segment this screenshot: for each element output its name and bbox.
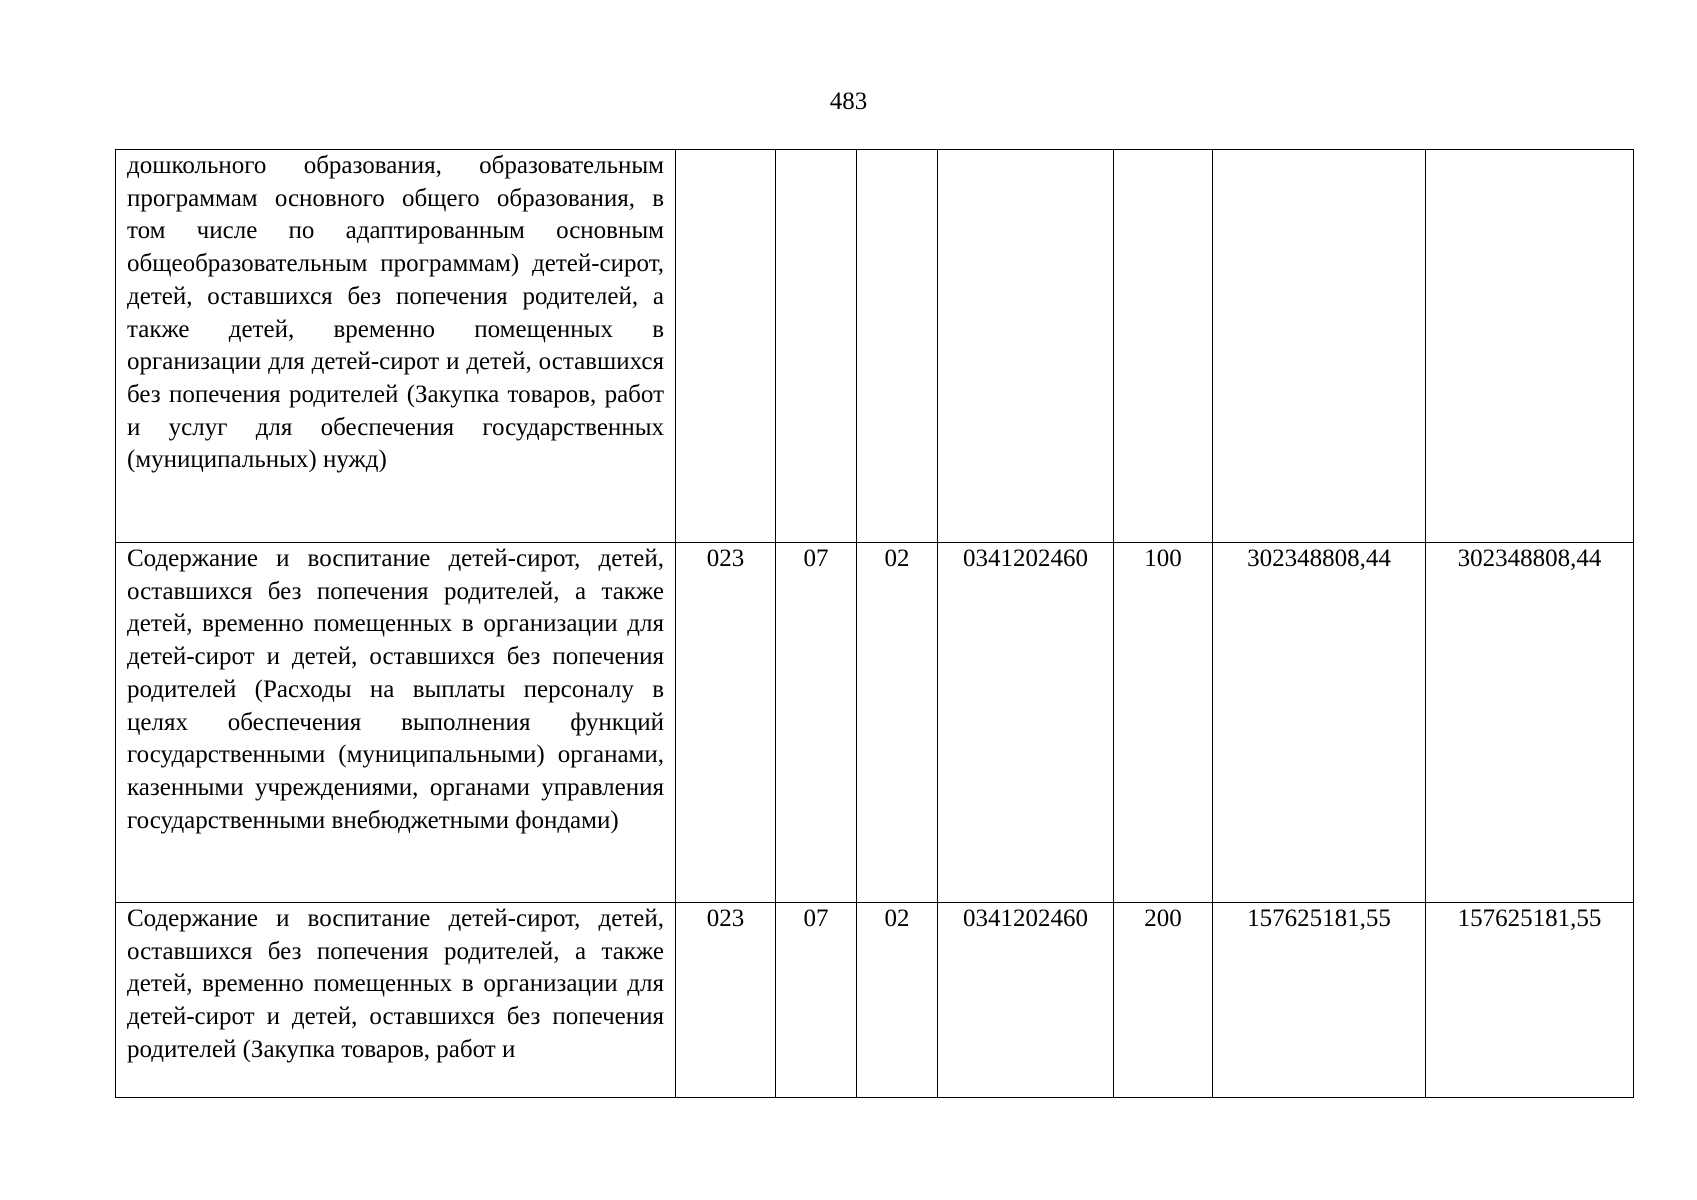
target-article-cell: 0341202460 — [938, 543, 1114, 903]
table-row — [116, 543, 1634, 903]
amount-cell: 302348808,44 — [1213, 543, 1426, 903]
expense-type-cell: 100 — [1114, 543, 1213, 903]
row-description: Содержание и воспитание детей-сирот, детей, оставшихся без попечения родителей, а также детей, временно помещенных в организации для детей-сирот и детей, оставшихся без попечения родителей (Закупка товаров, работ и — [116, 903, 676, 1098]
ministry-code-cell: 023 — [676, 543, 776, 903]
amount-cell: 157625181,55 — [1426, 903, 1634, 1098]
ministry-code-cell — [676, 150, 776, 543]
expense-type-cell: 200 — [1114, 903, 1213, 1098]
row-description: Содержание и воспитание детей-сирот, детей, оставшихся без попечения родителей, а также детей, временно помещенных в организации для детей-сирот и детей, оставшихся без попечения родителей (Расходы на выплаты персоналу в целях обеспечения выполнения функций государственными (муниципальными) органами, казенными учреждениями, органами управления государственными внебюджетными фондами) — [116, 543, 676, 903]
amount-cell: 157625181,55 — [1213, 903, 1426, 1098]
amount-cell — [1426, 150, 1634, 543]
table-row — [116, 903, 1634, 1098]
subsection-code-cell: 02 — [857, 543, 938, 903]
expense-type-cell — [1114, 150, 1213, 543]
table-row — [116, 150, 1634, 543]
amount-cell — [1213, 150, 1426, 543]
section-code-cell: 07 — [776, 543, 857, 903]
subsection-code-cell — [857, 150, 938, 543]
subsection-code-cell: 02 — [857, 903, 938, 1098]
amount-cell: 302348808,44 — [1426, 543, 1634, 903]
budget-table — [115, 149, 1634, 1098]
page-number: 483 — [829, 88, 868, 115]
target-article-cell — [938, 150, 1114, 543]
section-code-cell — [776, 150, 857, 543]
target-article-cell: 0341202460 — [938, 903, 1114, 1098]
ministry-code-cell: 023 — [676, 903, 776, 1098]
row-description: дошкольного образования, образовательным программам основного общего образования, в том числе по адаптированным основным общеобразовательным программам) детей-сирот, детей, оставшихся без попечения родителей, а также детей, временно помещенных в организации для детей-сирот и детей, оставшихся без попечения родителей (Закупка товаров, работ и услуг для обеспечения государственных (муниципальных) нужд) — [116, 150, 676, 543]
section-code-cell: 07 — [776, 903, 857, 1098]
